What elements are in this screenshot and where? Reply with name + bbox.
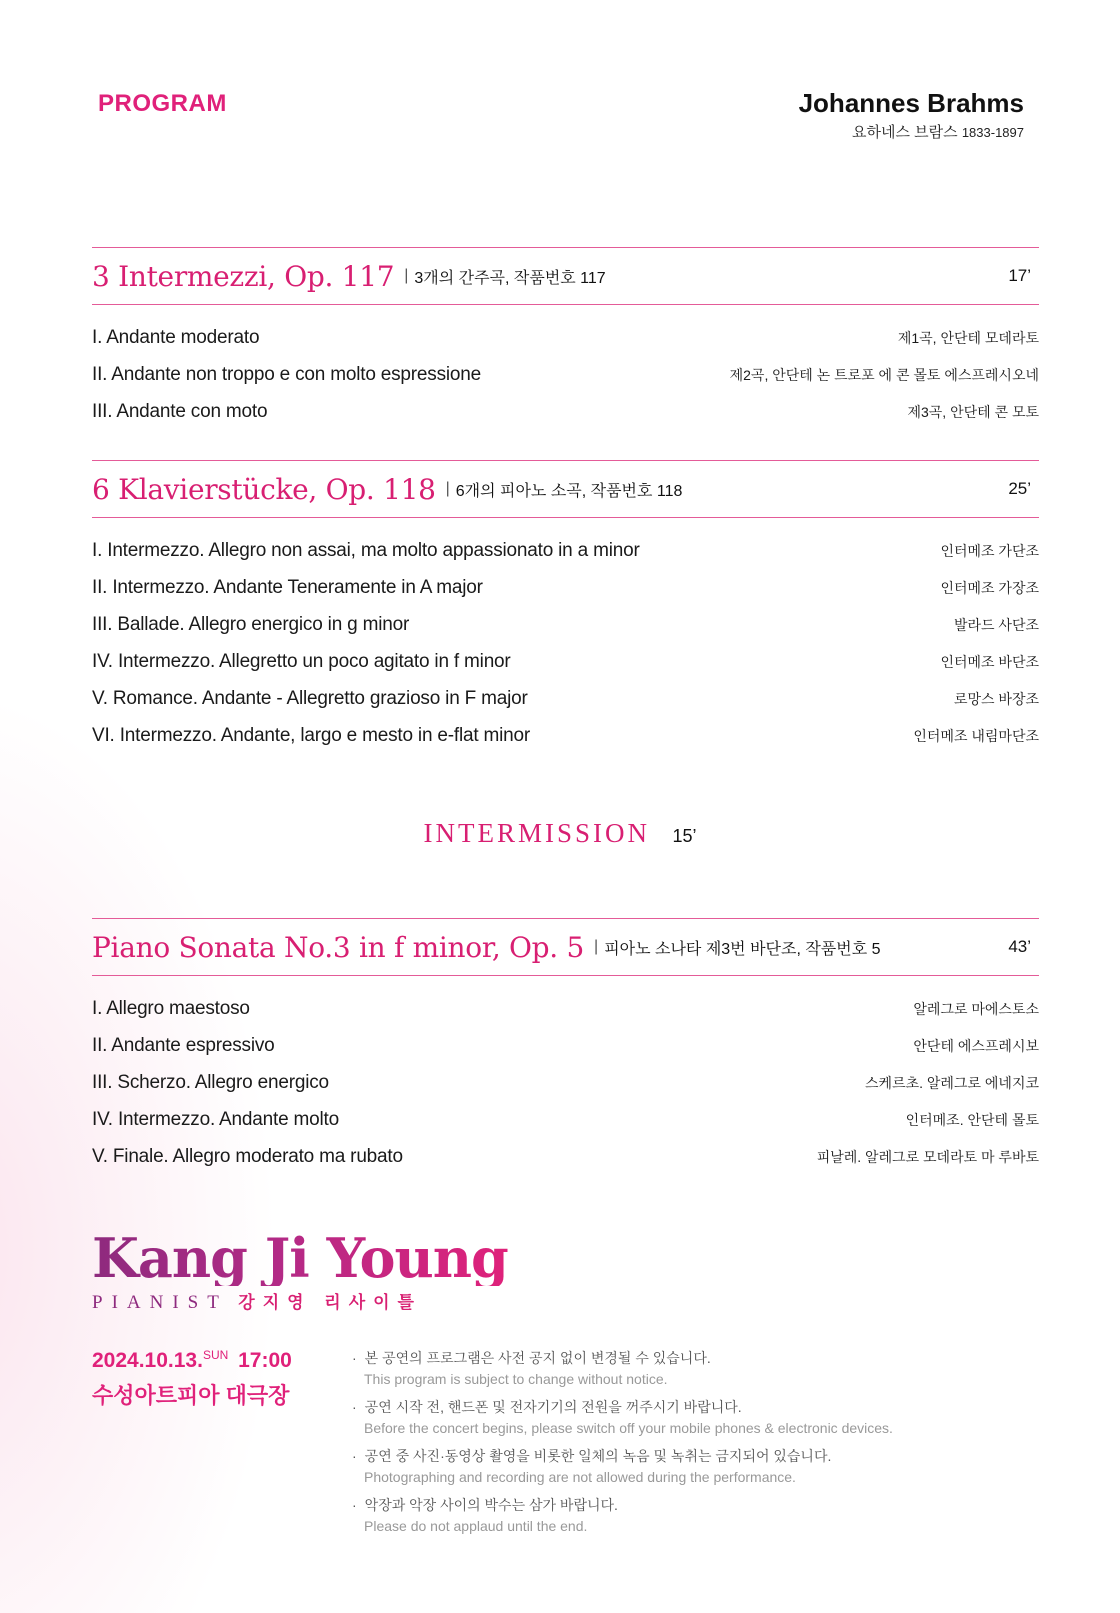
piece-title: 6 Klavierstücke, Op. 118 (92, 472, 436, 506)
movement-ko: 로망스 바장조 (953, 690, 1039, 707)
piece-duration: 43’ (1008, 937, 1031, 956)
movement-row (92, 1138, 1039, 1175)
movement-ko: 알레그로 마에스토소 (913, 1000, 1039, 1017)
movement-list (92, 990, 1039, 1175)
movement-row (92, 606, 1039, 643)
movement-row (92, 1101, 1039, 1138)
event-day: SUN (202, 1348, 229, 1362)
logo-pianist: PIANIST (92, 1292, 228, 1313)
piece-duration: 17’ (1008, 266, 1031, 285)
movement-en: II. Andante espressivo (92, 1034, 275, 1056)
event-date: 2024.10.13. (92, 1349, 203, 1372)
divider (92, 304, 1039, 305)
composer-name-ko: 요하네스 브람스 (852, 124, 958, 141)
notice-ko: · 공연 시작 전, 핸드폰 및 전자기기의 전원을 꺼주시기 바랍니다. (352, 1397, 992, 1417)
piece-section-op5 (92, 918, 1039, 1175)
movement-row (92, 680, 1039, 717)
title-separator: | (445, 480, 450, 497)
piece-title-ko: 6개의 피아노 소곡, 작품번호 118 (455, 482, 683, 500)
piece-section-op117 (92, 247, 1039, 430)
movement-ko: 인터메조 내림마단조 (913, 727, 1039, 744)
movement-row (92, 319, 1039, 356)
movement-row (92, 1027, 1039, 1064)
movement-ko: 피날레. 알레그로 모데라토 마 루바토 (816, 1148, 1039, 1165)
composer-subtitle (799, 121, 1024, 142)
movement-ko: 인터메조 가단조 (940, 542, 1039, 559)
logo-subline (92, 1288, 422, 1314)
composer-block (799, 88, 1024, 142)
movement-en: I. Allegro maestoso (92, 997, 250, 1019)
movement-en: II. Andante non troppo e con molto espressione (92, 363, 482, 385)
intermission-label: INTERMISSION (423, 818, 651, 848)
logo-name: Kang Ji Young (92, 1230, 512, 1286)
notice-ko: · 악장과 악장 사이의 박수는 삼가 바랍니다. (352, 1495, 992, 1515)
movement-row (92, 990, 1039, 1027)
movement-en: III. Ballade. Allegro energico in g minor (92, 613, 410, 635)
movement-ko: 인터메조 바단조 (940, 653, 1039, 670)
movement-en: III. Scherzo. Allegro energico (92, 1071, 329, 1093)
movement-en: VI. Intermezzo. Andante, largo e mesto in e-flat minor (92, 724, 531, 746)
composer-name: Johannes Brahms (798, 88, 1024, 118)
movement-list (92, 319, 1039, 430)
movement-en: II. Intermezzo. Andante Teneramente in A major (92, 576, 483, 598)
title-separator: | (404, 267, 409, 284)
movement-ko: 발라드 사단조 (953, 616, 1039, 633)
movement-row (92, 717, 1039, 754)
movement-row (92, 569, 1039, 606)
notice-en: Please do not applaud until the end. (364, 1518, 588, 1534)
piece-title-ko: 피아노 소나타 제3번 바단조, 작품번호 5 (604, 940, 881, 958)
movement-en: IV. Intermezzo. Andante molto (92, 1108, 339, 1130)
movement-en: I. Andante moderato (92, 326, 260, 348)
movement-en: I. Intermezzo. Allegro non assai, ma molto appassionato in a minor (92, 539, 640, 561)
movement-en: III. Andante con moto (92, 400, 268, 422)
movement-ko: 인터메조. 안단테 몰토 (905, 1111, 1039, 1128)
logo-recital-ko: 강지영 리사이틀 (238, 1293, 422, 1312)
intermission-duration: 15’ (672, 826, 697, 846)
notice-item (352, 1446, 992, 1485)
piece-duration: 25’ (1008, 479, 1031, 498)
piece-title-row (92, 461, 1039, 517)
divider (92, 517, 1039, 518)
notice-item (352, 1495, 992, 1534)
movement-en: V. Romance. Andante - Allegretto grazioso in F major (92, 687, 528, 709)
notice-ko: · 공연 중 사진·동영상 촬영을 비롯한 일체의 녹음 및 녹취는 금지되어 있습니다. (352, 1446, 992, 1466)
piece-title-ko: 3개의 간주곡, 작품번호 117 (414, 269, 606, 287)
notice-list (352, 1348, 992, 1544)
event-datetime (92, 1348, 292, 1373)
notice-item (352, 1397, 992, 1436)
piece-title-row (92, 248, 1039, 304)
movement-row (92, 356, 1039, 393)
notice-en: Before the concert begins, please switch off your mobile phones & electronic devices. (364, 1420, 893, 1436)
movement-ko: 제3곡, 안단테 콘 모토 (907, 403, 1039, 420)
event-info (92, 1348, 292, 1410)
movement-row (92, 393, 1039, 430)
movement-ko: 제2곡, 안단테 논 트로포 에 콘 몰토 에스프레시오네 (729, 366, 1039, 383)
composer-years: 1833-1897 (961, 125, 1024, 140)
movement-ko: 안단테 에스프레시보 (913, 1037, 1039, 1054)
movement-ko: 인터메조 가장조 (940, 579, 1039, 596)
movement-row (92, 1064, 1039, 1101)
event-time: 17:00 (238, 1349, 292, 1372)
piece-title-row (92, 919, 1039, 975)
movement-list (92, 532, 1039, 754)
intermission (0, 818, 1120, 849)
movement-row (92, 532, 1039, 569)
piece-title: 3 Intermezzi, Op. 117 (92, 259, 395, 293)
movement-ko: 제1곡, 안단테 모데라토 (897, 329, 1039, 346)
notice-en: Photographing and recording are not allowed during the performance. (364, 1469, 796, 1485)
divider (92, 975, 1039, 976)
program-label: PROGRAM (98, 90, 227, 117)
movement-row (92, 643, 1039, 680)
piece-title: Piano Sonata No.3 in f minor, Op. 5 (92, 930, 585, 964)
notice-en: This program is subject to change without notice. (364, 1371, 668, 1387)
recital-logo (92, 1226, 512, 1313)
event-venue: 수성아트피아 대극장 (92, 1383, 290, 1408)
movement-ko: 스케르초. 알레그로 에네지코 (865, 1074, 1039, 1091)
notice-ko: · 본 공연의 프로그램은 사전 공지 없이 변경될 수 있습니다. (352, 1348, 992, 1368)
piece-section-op118 (92, 460, 1039, 754)
title-separator: | (594, 938, 599, 955)
movement-en: V. Finale. Allegro moderato ma rubato (92, 1145, 403, 1167)
movement-en: IV. Intermezzo. Allegretto un poco agitato in f minor (92, 650, 511, 672)
notice-item (352, 1348, 992, 1387)
